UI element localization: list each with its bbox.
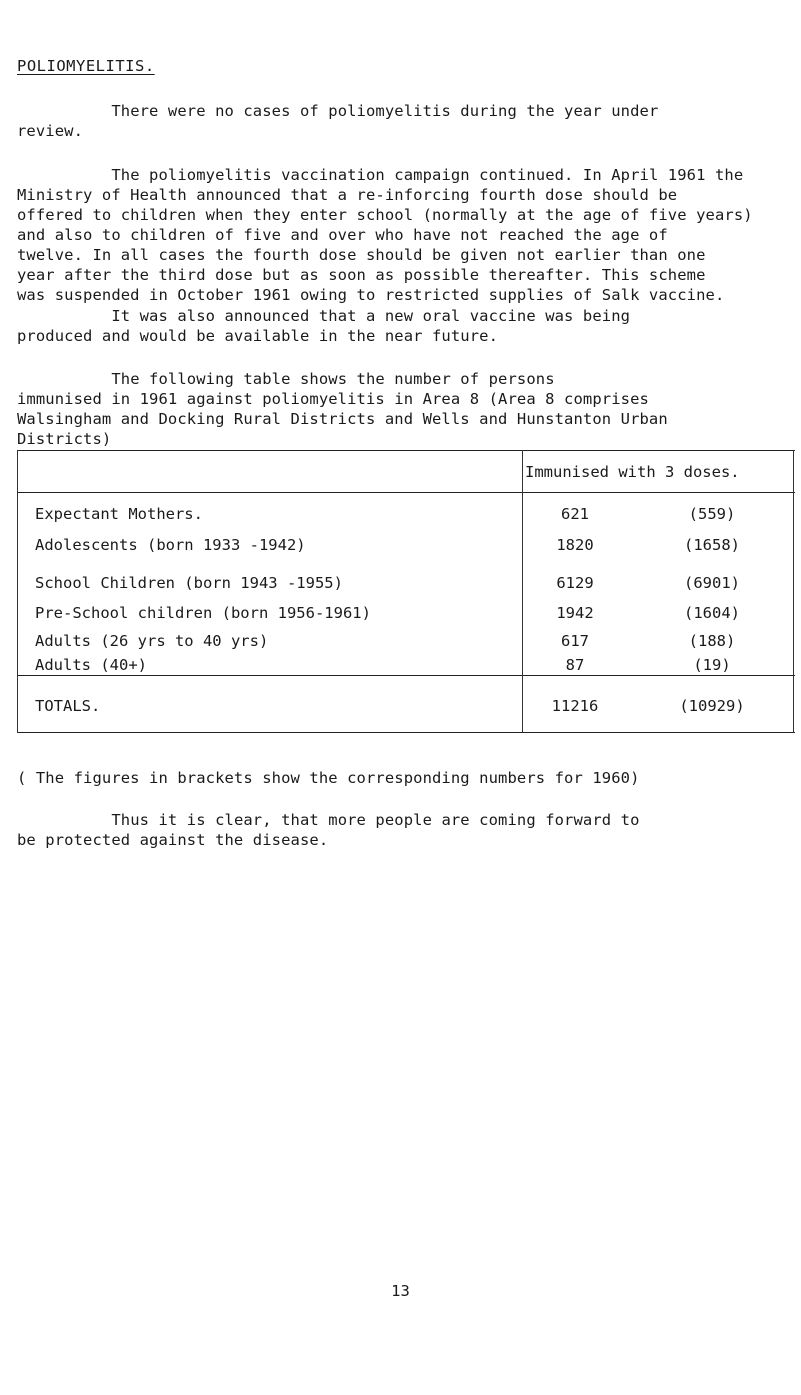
row-label: Expectant Mothers. xyxy=(35,505,203,523)
paragraph-no-cases: There were no cases of poliomyelitis during the year under review. xyxy=(17,102,659,140)
table-header: Immunised with 3 doses. xyxy=(525,463,740,481)
row-count: 87 xyxy=(565,656,585,674)
totals-count: 11216 xyxy=(551,697,599,715)
row-count: 1820 xyxy=(556,536,594,554)
paragraph-conclusion: Thus it is clear, that more people are coming forward to be protected against the disease. xyxy=(17,811,640,849)
table-note: ( The figures in brackets show the corresponding numbers for 1960) xyxy=(17,769,640,787)
totals-previous: (10929) xyxy=(679,697,745,715)
row-previous: (1658) xyxy=(684,536,740,554)
table-column-divider xyxy=(522,450,523,733)
table-bottom-rule xyxy=(17,732,795,733)
table-top-rule xyxy=(17,450,795,451)
table-totals-rule xyxy=(17,675,795,676)
row-previous: (559) xyxy=(688,505,736,523)
row-label: Pre-School children (born 1956-1961) xyxy=(35,604,371,622)
row-count: 1942 xyxy=(556,604,594,622)
table-header-rule xyxy=(17,492,795,493)
table-left-border xyxy=(17,450,18,733)
row-previous: (19) xyxy=(693,656,731,674)
row-label: Adults (26 yrs to 40 yrs) xyxy=(35,632,269,650)
immunisation-table xyxy=(17,450,795,734)
paragraph-vaccination-campaign: The poliomyelitis vaccination campaign continued. In April 1961 the Ministry of Health announced that a re-inforcing fourth dose should be offered to children when they enter school (normally at the age of five years) and also to children of five and over who have not reached the age of twelve. In all cases the fourth dose should be given not earlier than one year after the third dose but as soon as possible thereafter. This scheme was suspended in October 1961 owing to restricted supplies of Salk vaccine. xyxy=(17,166,753,304)
row-count: 621 xyxy=(561,505,589,523)
table-right-border xyxy=(793,450,794,733)
totals-label: TOTALS. xyxy=(35,697,101,715)
paragraph-oral-vaccine: It was also announced that a new oral vaccine was being produced and would be available in the near future. xyxy=(17,307,631,345)
row-count: 6129 xyxy=(556,574,594,592)
row-previous: (1604) xyxy=(684,604,740,622)
section-heading: POLIOMYELITIS. xyxy=(17,57,155,75)
row-label: Adolescents (born 1933 -1942) xyxy=(35,536,306,554)
row-count: 617 xyxy=(561,632,589,650)
row-label: Adults (40+) xyxy=(35,656,147,674)
row-previous: (188) xyxy=(688,632,736,650)
page-number: 13 xyxy=(391,1282,410,1300)
paragraph-table-intro: The following table shows the number of persons immunised in 1961 against poliomyelitis in Area 8 (Area 8 comprises Walsingham and Docking Rural Districts and Wells and Hunstanton Urban Districts) xyxy=(17,370,668,448)
row-previous: (6901) xyxy=(684,574,740,592)
row-label: School Children (born 1943 -1955) xyxy=(35,574,343,592)
